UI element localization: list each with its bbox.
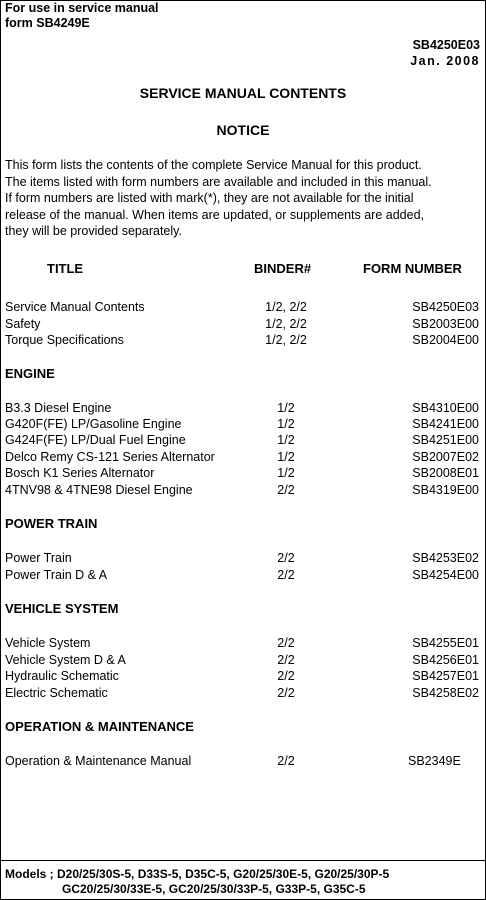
row-title: Vehicle System D & A	[5, 653, 126, 667]
row-form-number: SB2004E00	[412, 333, 479, 347]
row-title: Safety	[5, 317, 41, 331]
reference-line-2: form SB4249E	[5, 16, 90, 30]
row-title: B3.3 Diesel Engine	[5, 401, 112, 415]
row-binder: 2/2	[277, 483, 295, 497]
row-binder: 1/2, 2/2	[265, 317, 307, 331]
table-row	[0, 567, 486, 583]
table-row	[0, 332, 486, 348]
row-title: Bosch K1 Series Alternator	[5, 466, 155, 480]
column-header-form-number: FORM NUMBER	[363, 261, 462, 276]
models-line-1: Models ; D20/25/30S-5, D33S-5, D35C-5, G20/25/30E-5, G20/25/30P-5	[5, 867, 390, 881]
notice-line: release of the manual. When items are updated, or supplements are added,	[5, 207, 425, 222]
row-title: Operation & Maintenance Manual	[5, 754, 192, 768]
row-form-number: SB2349E	[408, 754, 461, 768]
row-form-number: SB4241E00	[412, 417, 479, 431]
table-row	[0, 400, 486, 416]
table-row	[0, 299, 486, 315]
document-id-block	[410, 37, 480, 69]
service-manual-reference	[5, 1, 159, 31]
row-title: Service Manual Contents	[5, 300, 145, 314]
column-header-title: TITLE	[47, 261, 84, 276]
notice-line: If form numbers are listed with mark(*), they are not available for the initial	[5, 191, 414, 205]
table-row	[0, 316, 486, 332]
notice-paragraph	[5, 157, 481, 240]
row-binder: 1/2	[277, 417, 295, 431]
row-title: Hydraulic Schematic	[5, 669, 119, 683]
section-heading-engine: ENGINE	[5, 366, 55, 381]
models-line-2: GC20/25/30/33E-5, GC20/25/30/33P-5, G33P-5, G35C-5	[62, 882, 366, 896]
row-binder: 2/2	[277, 653, 295, 667]
row-binder: 1/2, 2/2	[265, 300, 307, 314]
table-row	[0, 465, 486, 481]
row-binder: 1/2	[277, 401, 295, 415]
section-heading-vehicle-system: VEHICLE SYSTEM	[5, 601, 119, 616]
notice-line: they will be provided separately.	[5, 224, 182, 238]
row-binder: 1/2	[277, 450, 295, 464]
document-number: SB4250E03	[412, 38, 480, 52]
row-title: Torque Specifications	[5, 333, 124, 347]
column-header-binder: BINDER#	[254, 261, 312, 276]
table-row	[0, 449, 486, 465]
table-row	[0, 753, 486, 769]
row-form-number: SB2007E02	[412, 450, 479, 464]
table-row	[0, 668, 486, 684]
row-binder: 2/2	[277, 568, 295, 582]
page-title: SERVICE MANUAL CONTENTS	[139, 85, 347, 101]
row-binder: 2/2	[277, 686, 295, 700]
row-form-number: SB4255E01	[412, 636, 479, 650]
row-form-number: SB4310E00	[412, 401, 479, 415]
reference-line-1: For use in service manual	[5, 1, 159, 15]
table-row	[0, 550, 486, 566]
row-title: Vehicle System	[5, 636, 91, 650]
notice-line: This form lists the contents of the complete Service Manual for this product.	[5, 158, 422, 172]
table-row	[0, 416, 486, 432]
row-binder: 2/2	[277, 551, 295, 565]
notice-line: The items listed with form numbers are available and included in this manual.	[5, 174, 432, 189]
row-form-number: SB4253E02	[412, 551, 479, 565]
row-binder: 2/2	[277, 669, 295, 683]
table-row	[0, 635, 486, 651]
row-title: Power Train D & A	[5, 568, 108, 582]
row-form-number: SB4254E00	[412, 568, 479, 582]
row-form-number: SB4257E01	[412, 669, 479, 683]
row-form-number: SB4256E01	[412, 653, 479, 667]
row-title: 4TNV98 & 4TNE98 Diesel Engine	[5, 483, 193, 497]
table-row	[0, 482, 486, 498]
row-form-number: SB2003E00	[412, 317, 479, 331]
section-heading-operation-maintenance: OPERATION & MAINTENANCE	[5, 719, 194, 734]
row-binder: 2/2	[277, 636, 295, 650]
row-binder: 1/2, 2/2	[265, 333, 307, 347]
row-form-number: SB4250E03	[412, 300, 479, 314]
row-title: G420F(FE) LP/Gasoline Engine	[5, 417, 182, 431]
table-row	[0, 432, 486, 448]
row-title: G424F(FE) LP/Dual Fuel Engine	[5, 433, 186, 447]
footer-divider	[0, 860, 486, 861]
row-form-number: SB4319E00	[412, 483, 479, 497]
row-title: Delco Remy CS-121 Series Alternator	[5, 450, 215, 464]
row-binder: 1/2	[277, 433, 295, 447]
notice-heading: NOTICE	[216, 122, 270, 138]
row-form-number: SB2008E01	[412, 466, 479, 480]
table-row	[0, 652, 486, 668]
table-row	[0, 685, 486, 701]
section-heading-power-train: POWER TRAIN	[5, 516, 98, 531]
row-binder: 1/2	[277, 466, 295, 480]
models-footer	[5, 867, 389, 897]
table-header	[0, 261, 486, 277]
row-title: Power Train	[5, 551, 72, 565]
row-form-number: SB4258E02	[412, 686, 479, 700]
row-binder: 2/2	[277, 754, 295, 768]
row-form-number: SB4251E00	[412, 433, 479, 447]
document-date: Jan. 2008	[410, 54, 480, 68]
row-title: Electric Schematic	[5, 686, 108, 700]
